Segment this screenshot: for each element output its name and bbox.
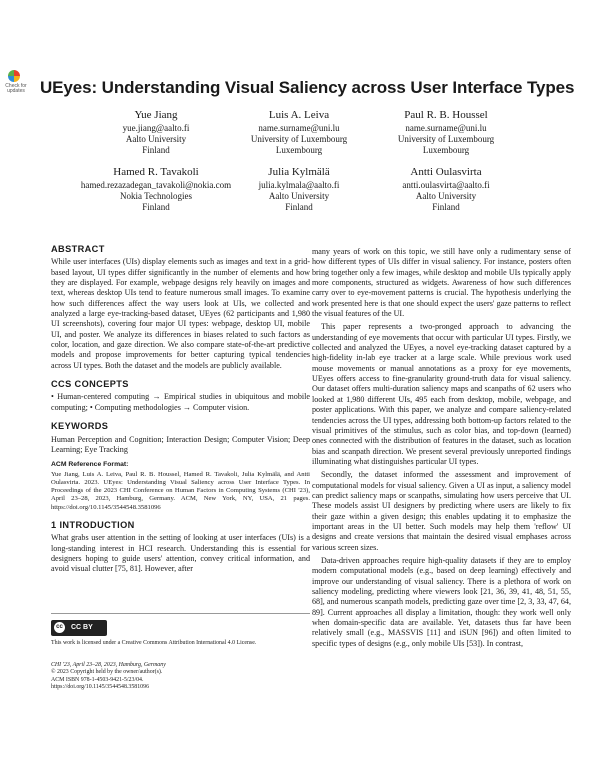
publication-footer — [51, 662, 310, 692]
author-country: Luxembourg — [275, 145, 323, 156]
author-email: hamed.rezazadegan_tavakoli@nokia.com — [80, 180, 232, 190]
author-name: Yue Jiang — [134, 109, 178, 121]
author-block — [351, 109, 541, 157]
paragraph: This paper represents a two-pronged approach to advancing the understanding of eye movements that occur with particular UI types. Firstly, we collected and analyzed the UEyes, a novel eye-tracking dataset captured by a high-fidelity in-lab eye tracker at a large scale. While previous work used mouse movements or manual annotations as a proxy for eye movements, UEyes offers access to fine-granularity ground-truth data for visual saliency. Our dataset offers multi-duration saliency maps and scanpaths of 62 users who looked at 1,980 different UIs, 495 each from desktop, mobile, webpage, and poster applications. With this paper, we analyze and compare saliency-related tendencies across the UI types, addressing both bottom-up factors related to the visual primitives of the stimulus, such as color bias, and top-down (learned) ones connected with the distribution of features in the dataset, such as location bias and scanpath direction. We present several previously unreported findings illuminating what distinguishes particular UI types. — [312, 322, 571, 466]
author-name: Luis A. Leiva — [268, 109, 330, 121]
author-name: Paul R. B. Houssel — [404, 109, 488, 121]
author-country: Finland — [432, 202, 460, 213]
paragraph: Data-driven approaches require high-quality datasets if they are to employ modern computational models (e.g., based on deep learning) effectively and improve our understanding of visual saliency. There is a plethora of work on saliency modeling, predicting where viewers look [21, 36, 39, 41, 48, 51, 55, 68], and numerous scanpath models, predicting gaze over time [2, 3, 33, 47, 64, 89]. Current approaches all display a limitation, though: they work well only when domain-specific data are available. Yet, datasets thus far have been relatively small (e.g., MASSVIS [11] and iSUN [96]) and often limited to specific types of designs (e.g., only mobile UIs [53]). In contrast, — [312, 555, 571, 648]
author-affiliation: Aalto University — [415, 191, 477, 202]
author-email: yue.jiang@aalto.fi — [122, 123, 190, 133]
footer-line: © 2023 Copyright held by the owner/author(s). — [51, 669, 163, 676]
author-name: Julia Kylmälä — [268, 166, 330, 178]
footer-line: CHI '23, April 23–28, 2023, Hamburg, Germany — [51, 662, 166, 668]
author-affiliation: Aalto University — [125, 134, 187, 145]
check-for-updates-badge[interactable] — [4, 68, 26, 98]
badge-label: Check for updates — [5, 83, 27, 94]
keywords-text: Human Perception and Cognition; Interaction Design; Computer Vision; Deep Learning; Eye Tracking — [51, 434, 310, 454]
reference-text: Yue Jiang, Luis A. Leiva, Paul R. B. Houssel, Hamed R. Tavakoli, Julia Kylmälä, and Antti Oulasvirta. 2023. UEyes: Understanding Visual Saliency across User Interface Types. In Proceedings of the 2023 CHI Conference on Human Factors in Computing Systems (CHI '23), April 23–28, 2023, Hamburg, Germany. ACM, New York, NY, USA, 21 pages. https://doi.org/10.1145/3544548.3581096 — [51, 470, 310, 511]
cc-license-label: CC BY — [71, 624, 93, 631]
author-block — [351, 166, 541, 214]
footnote-divider — [51, 613, 310, 614]
abstract-text: While user interfaces (UIs) display elements such as images and text in a grid-based layout, UI types differ significantly in the number of elements and how they are displayed. For example, webpage designs rely heavily on images and text, whereas desktop UIs tend to feature numerous small images. To examine how such differences affect the way users look at UIs, we collected and analyzed a large eye-tracking-based dataset, UEyes (62 participants and 1,980 UI screenshots), covering four major UI types: webpage, desktop UI, mobile UI, and poster. We analyze its differences in biases related to such factors as color, location, and gaze direction. We also compare state-of-the-art predictive models and propose improvements for better capturing typical tendencies across UI types. Both the dataset and the models are publicly available. — [51, 257, 310, 370]
author-affiliation: Nokia Technologies — [120, 191, 192, 202]
footer-line: ACM ISBN 978-1-4503-9421-5/23/04. — [51, 676, 144, 683]
author-country: Finland — [142, 145, 170, 156]
author-email: name.surname@uni.lu — [258, 123, 340, 133]
ccs-text: • Human-centered computing → Empirical studies in ubiquitous and mobile computing; • Computing methodologies → Computer vision. — [51, 392, 310, 412]
keywords-heading: KEYWORDS — [51, 421, 109, 432]
author-email: julia.kylmala@aalto.fi — [258, 180, 340, 190]
author-email: antti.oulasvirta@aalto.fi — [402, 180, 490, 190]
license-text: This work is licensed under a Creative Commons Attribution International 4.0 License. — [51, 640, 257, 646]
ccs-heading: CCS CONCEPTS — [51, 379, 129, 390]
intro-text: What grabs user attention in the setting of looking at user interfaces (UIs) is a long-standing interest in HCI research. Understanding this is essential for designers hoping to guide users' attention, convey critical information, and avoid visual clutter [75, 81]. However, after — [51, 533, 310, 574]
author-country: Finland — [285, 202, 313, 213]
author-affiliation: Aalto University — [268, 191, 330, 202]
author-name: Hamed R. Tavakoli — [113, 166, 199, 178]
footer-doi-link[interactable]: https://doi.org/10.1145/3544548.3581096 — [51, 684, 150, 691]
author-affiliation: University of Luxembourg — [397, 134, 495, 145]
author-email: name.surname@uni.lu — [405, 123, 487, 133]
paragraph: Secondly, the dataset informed the assessment and improvement of computational models for visual saliency. Given a UI as input, a saliency model can predict saliency maps or scanpaths, simulating how users perceive that UI. These models assist UI designers by predicting where users are likely to fix their gaze within a given design; this enables updating it to emphasize the important areas in the UI better. Such models may help them 'reflow' UI designs and create versions that maintain the desired visual emphases across various screen sizes. — [312, 470, 571, 552]
author-name: Antti Oulasvirta — [410, 166, 482, 178]
cc-license-icon[interactable]: cc CC BY — [51, 620, 107, 636]
author-country: Luxembourg — [422, 145, 470, 156]
right-column — [312, 247, 571, 649]
update-icon — [8, 70, 20, 82]
author-affiliation: University of Luxembourg — [250, 134, 348, 145]
reference-heading: ACM Reference Format: — [51, 461, 129, 469]
author-country: Finland — [142, 202, 170, 213]
paragraph: many years of work on this topic, we still have only a rudimentary sense of how different types of UIs differ in visual saliency. For instance, posters often bring together only a few images, while desktop and mobile UIs typically apply more components, structured as widgets. Awareness of how such differences carry over to eye-movement patterns is crucial. The hypothesis underlying the work presented here is that one should expect the users' gaze patterns to reflect the visual features of the UI. — [312, 247, 571, 319]
abstract-heading: ABSTRACT — [51, 244, 105, 254]
intro-heading: 1 INTRODUCTION — [51, 520, 135, 531]
paper-title: UEyes: Understanding Visual Saliency across User Interface Types — [40, 78, 575, 97]
left-column — [51, 244, 310, 575]
